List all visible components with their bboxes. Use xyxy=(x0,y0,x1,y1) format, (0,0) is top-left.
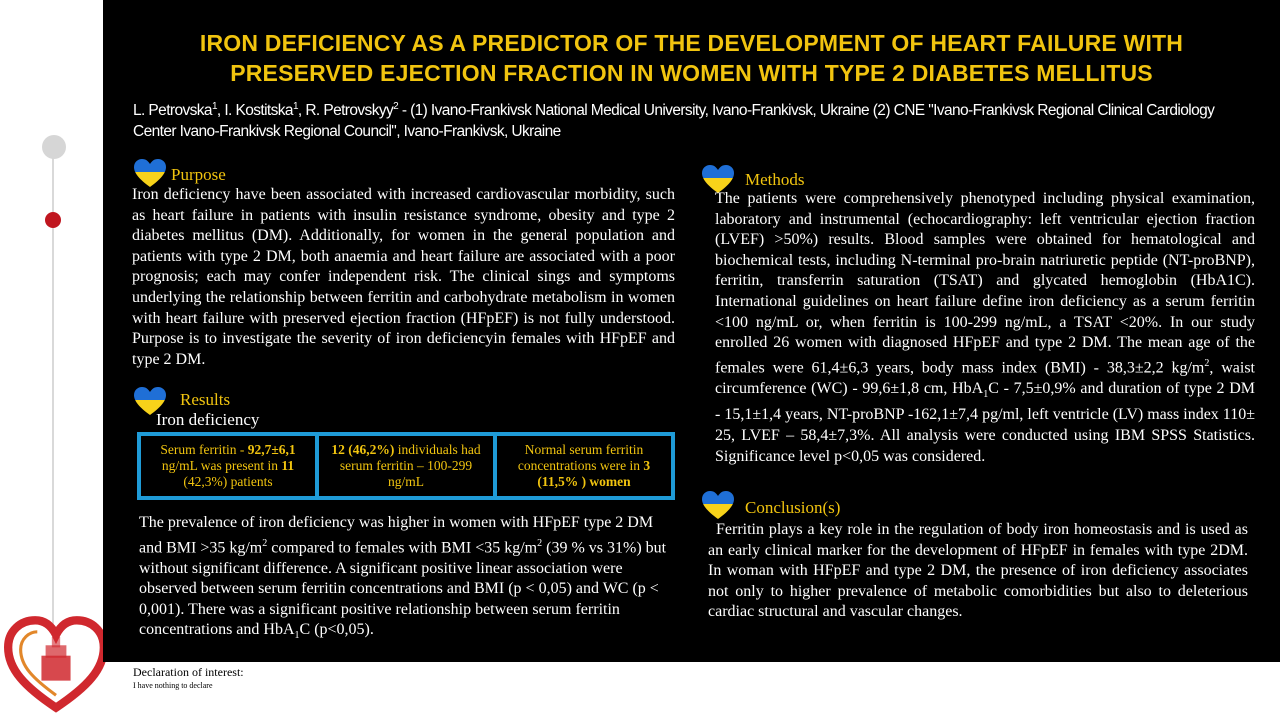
author-2: , I. Kostitska xyxy=(216,102,293,120)
cell-2-b: individuals had serum ferritin – 100-299 ng/mL xyxy=(339,442,481,489)
results-text-p2: compared to females with BMI <35 kg/m xyxy=(267,538,538,556)
sidebar xyxy=(0,0,103,720)
methods-sub-a: 1 xyxy=(983,388,989,400)
purpose-heading: Purpose xyxy=(171,165,226,184)
author-1-sup: 1 xyxy=(211,101,217,112)
cell-3-a: Normal serum ferritin concentrations were in xyxy=(517,442,644,473)
timeline-dot-red xyxy=(45,212,61,228)
title-line-2: PRESERVED EJECTION FRACTION IN WOMEN WITH TYPE 2 DIABETES MELLITUS xyxy=(230,60,1153,86)
cell-1-e: (42,3%) patients xyxy=(183,474,273,489)
author-3-sup: 2 xyxy=(393,101,399,112)
purpose-text: Iron deficiency have been associated with increased cardiovascular morbidity, such as heart failure in patients with insulin resistance syndrome, obesity and type 2 diabetes mellitus (DM). Additionally, for women in the general population and patients with type 2 DM, both anaemia and heart failure are associated with a poor prognosis; each may confer independent risk. The clinical sings and symptoms underlying the relationship between ferritin and carbohydrate metabolism in women with heart failure with preserved ejection fraction (HFpEF) is not fully understood. Purpose is to investigate the severity of iron deficiencyin females with HFpEF and type 2 DM. xyxy=(132,186,675,368)
results-sub-a: 1 xyxy=(294,630,300,642)
methods-sup-a: 2 xyxy=(1204,357,1210,369)
results-subheading: Iron deficiency xyxy=(156,410,260,429)
heart-logo-icon xyxy=(4,612,108,716)
results-cell-1 xyxy=(141,436,319,496)
author-2-sup: 1 xyxy=(292,101,298,112)
timeline-dot-gray xyxy=(42,135,66,159)
methods-text xyxy=(715,189,1255,467)
cell-2-a: 12 (46,2%) xyxy=(331,442,395,457)
results-heading: Results xyxy=(180,390,231,409)
methods-text-p1: The patients were comprehensively phenotyped including physical examination, laboratory and instrumental (echocardiography: left ventricular ejection fraction (LVEF) >50%) results. Blood samples were obtained for hematological and biochemical tests, including N-terminal pro-brain natriuretic peptide (NT-proBNP), ferritin, transferrin saturation (TSAT) and glycated hemoglobin (HbA1C). International guidelines on heart failure define iron deficiency as a serum ferritin <100 ng/mL or, when ferritin is 100-299 ng/mL, a TSAT <20%. In our study enrolled 26 women with diagnosed HFpEF and type 2 DM. The mean age of the females were 61,4±6,3 years, body mass index (BMI) - 38,3±2,2 kg/m xyxy=(715,190,1255,377)
cell-1-d: 11 xyxy=(281,458,295,473)
results-text xyxy=(139,513,669,647)
cell-1-b: 92,7±6,1 xyxy=(247,442,296,457)
results-sup-b: 2 xyxy=(537,537,543,549)
ukraine-flag-heart-icon xyxy=(701,490,735,520)
conclusion-heading: Conclusion(s) xyxy=(745,498,841,517)
author-3: , R. Petrovskyy xyxy=(297,102,394,120)
cell-3-b: 3 (11,5% ) women xyxy=(537,458,651,489)
results-text-p3: (39 % vs 31%) but without significant difference. A significant positive linear association were observed between serum ferritin concentrations and BMI (p < 0,05) and WC (p < 0,001). There was a significant positive relationship between serum ferritin concentrations and HbA xyxy=(139,538,667,639)
cell-1-c: ng/mL was present in xyxy=(161,458,282,473)
methods-text-p2: , waist circumference (WC) - 99,6±1,8 cm, HbA xyxy=(715,359,1255,397)
affiliation: - (1) Ivano-Frankivsk National Medical University, Ivano-Frankivsk, Ukraine (2) CNE "Ivano-Frankivsk Regional Clinical Cardiology Center Ivano-Frankivsk Regional Council", Ivano-Frankivsk, Ukraine xyxy=(133,102,1215,141)
declaration-heading: Declaration of interest: xyxy=(133,665,244,679)
results-cell-2 xyxy=(319,436,497,496)
methods-heading: Methods xyxy=(745,170,805,189)
conclusion-text: Ferritin plays a key role in the regulation of body iron homeostasis and is used as an early clinical marker for the development of HFpEF in females with type 2DM. In woman with HFpEF and type 2 DM, the presence of iron deficiency associates not only to higher prevalence of metabolic comorbidities but also to deleterious cardiac structural and vascular changes. xyxy=(708,521,1248,621)
title-line-1: IRON DEFICIENCY AS A PREDICTOR OF THE DEVELOPMENT OF HEART FAILURE WITH xyxy=(199,30,1184,56)
author-1: L. Petrovska xyxy=(133,102,212,120)
declaration-text: I have nothing to declare xyxy=(133,681,213,690)
results-text-p4: C (p<0,05). xyxy=(299,621,374,639)
cell-1-a: Serum ferritin - xyxy=(160,442,248,457)
methods-text-p3: C - 7,5±0,9% and duration of type 2 DM - 15,1±1,4 years, NT-proBNP -162,1±7,4 pg/ml, left ventricle (LV) mass index 110± 25, LVEF – 58,4±7,3%. All analysis were conducted using IBM SPSS Statistics. Significance level p<0,05 was considered. xyxy=(715,379,1256,465)
results-sup-a: 2 xyxy=(262,537,268,549)
poster xyxy=(103,0,1280,662)
results-table xyxy=(137,432,675,500)
poster-title xyxy=(103,28,1280,88)
authors xyxy=(133,96,1243,142)
ukraine-flag-heart-icon xyxy=(133,158,167,188)
results-text-p1: The prevalence of iron deficiency was higher in women with HFpEF type 2 DM and BMI >35 kg/m xyxy=(139,514,654,556)
results-cell-3 xyxy=(497,436,671,496)
